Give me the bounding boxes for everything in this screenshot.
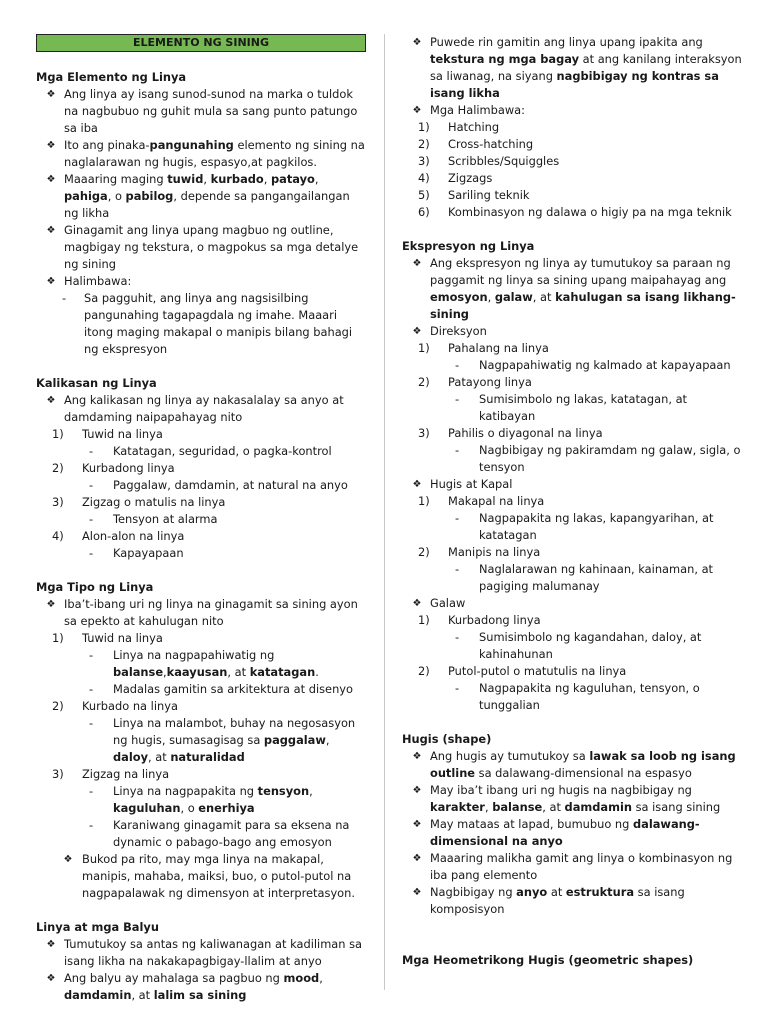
item-text xyxy=(430,748,742,782)
item-text xyxy=(82,851,366,902)
text-segment: Sumisimbolo ng lakas, katatagan, at katibayan xyxy=(479,392,688,423)
bold-text: daloy xyxy=(113,750,148,764)
bold-text: karakter xyxy=(430,800,485,814)
bullet-item xyxy=(402,102,742,119)
bold-text: naturalidad xyxy=(170,750,245,764)
numbered-item xyxy=(402,663,742,680)
item-number: 3) xyxy=(418,426,430,440)
bold-text: tensyon xyxy=(257,784,310,798)
numbered-item xyxy=(402,153,742,170)
item-text xyxy=(479,561,742,595)
bullet-item xyxy=(36,137,366,171)
item-text: Zigzag na linya xyxy=(82,767,170,781)
text-segment: at ang kanilang interaksyon sa liwanag, na siyang xyxy=(430,52,742,83)
text-segment: Karaniwang ginagamit para sa eksena na dynamic o pabago-bago ang emosyon xyxy=(113,818,350,849)
item-text xyxy=(113,511,366,528)
dash-item xyxy=(402,561,742,595)
item-text xyxy=(64,596,366,630)
item-text xyxy=(430,850,742,884)
item-text xyxy=(84,290,366,358)
item-text xyxy=(430,34,742,102)
text-segment: May iba’t ibang uri ng hugis na nagbibigay ng xyxy=(430,783,692,797)
bullet-item xyxy=(36,273,366,290)
dash-marker: - xyxy=(455,392,460,406)
dash-item xyxy=(402,510,742,544)
text-segment: , xyxy=(203,172,211,186)
dash-marker: - xyxy=(455,511,460,525)
bullet-item xyxy=(402,255,742,323)
text-segment: Nagbibigay ng pakiramdam ng galaw, sigla, o tensyon xyxy=(479,443,741,474)
text-segment: , xyxy=(484,800,493,814)
item-number: 2) xyxy=(418,545,430,559)
text-segment: Kapayapaan xyxy=(113,546,184,560)
text-segment: , xyxy=(163,665,167,679)
text-segment: Linya na nagpapahiwatig ng xyxy=(113,648,275,662)
text-segment: Ang kalikasan ng linya ay nakasalalay sa anyo at damdaming naipapahayag nito xyxy=(64,393,344,424)
dash-item xyxy=(36,477,366,494)
text-segment: Bukod pa rito, may mga linya na makapal, manipis, mahaba, maiksi, buo, o putol-putol na nagpapalawak ng dimensyon at interpretasyon. xyxy=(82,852,355,900)
dash-item xyxy=(402,357,742,374)
numbered-item xyxy=(36,630,366,647)
item-text xyxy=(113,545,366,562)
item-number: 2) xyxy=(418,664,430,678)
dash-marker: - xyxy=(455,630,460,644)
text-segment: at xyxy=(547,885,566,899)
diamond-bullet-icon: ❖ xyxy=(46,276,56,287)
spacer xyxy=(402,918,742,935)
text-segment: , xyxy=(325,733,330,747)
text-segment: Nagpapakita ng kaguluhan, tensyon, o tunggalian xyxy=(479,681,700,712)
spacer xyxy=(36,902,366,919)
bold-text: kaguluhan xyxy=(113,801,181,815)
item-text xyxy=(64,936,366,970)
item-number: 2) xyxy=(52,461,64,475)
diamond-bullet-icon: ❖ xyxy=(412,853,422,864)
dash-item xyxy=(402,391,742,425)
item-text: Tuwid na linya xyxy=(82,631,163,645)
bold-text: pangunahing xyxy=(149,138,234,152)
spacer xyxy=(36,358,366,375)
text-segment: Sumisimbolo ng kagandahan, daloy, at kahinahunan xyxy=(479,630,702,661)
item-text xyxy=(430,816,742,850)
text-segment: Puwede rin gamitin ang linya upang ipakita ang xyxy=(430,35,703,49)
text-segment: Ang hugis ay tumutukoy sa xyxy=(430,749,590,763)
dash-item xyxy=(36,511,366,528)
bold-text: paggalaw xyxy=(263,733,326,747)
text-segment: Ito ang pinaka- xyxy=(64,138,150,152)
bold-text: mood xyxy=(283,971,320,985)
text-segment: Naglalarawan ng kahinaan, kainaman, at pagiging malumanay xyxy=(479,562,714,593)
item-text: Kurbadong linya xyxy=(82,461,175,475)
dash-marker: - xyxy=(89,512,94,526)
dash-item xyxy=(36,647,366,681)
dash-marker: - xyxy=(62,291,67,305)
text-segment: , at xyxy=(227,665,250,679)
item-text xyxy=(479,391,742,425)
text-segment: Ginagamit ang linya upang magbuo ng outline, magbigay ng tekstura, o magpokus sa mga detalye ng sining xyxy=(64,223,359,271)
item-number: 1) xyxy=(52,631,64,645)
right-column xyxy=(402,34,742,969)
numbered-item xyxy=(402,204,742,221)
bullet-item xyxy=(402,782,742,816)
item-text xyxy=(64,86,366,137)
left-column xyxy=(36,34,366,1004)
dash-marker: - xyxy=(89,818,94,832)
diamond-bullet-icon: ❖ xyxy=(46,89,56,100)
diamond-bullet-icon: ❖ xyxy=(412,37,422,48)
bold-text: balanse xyxy=(492,800,543,814)
text-segment: Ang ekspresyon ng linya ay tumutukoy sa paraan ng paggamit ng linya sa sining upang maipahayag ang xyxy=(430,256,731,287)
text-segment: , xyxy=(487,290,495,304)
item-number: 2) xyxy=(418,137,430,151)
diamond-bullet-icon: ❖ xyxy=(412,887,422,898)
item-text xyxy=(479,357,742,374)
numbered-item xyxy=(402,340,742,357)
text-segment: Maaaring maging xyxy=(64,172,168,186)
bullet-item xyxy=(36,86,366,137)
bullet-item xyxy=(36,936,366,970)
dash-marker: - xyxy=(89,716,94,730)
dash-item xyxy=(36,290,366,358)
bullet-item xyxy=(36,851,366,902)
text-segment: , o xyxy=(180,801,199,815)
text-segment: Hugis at Kapal xyxy=(430,477,513,491)
item-number: 1) xyxy=(418,613,430,627)
item-text xyxy=(64,222,366,273)
diamond-bullet-icon: ❖ xyxy=(46,599,56,610)
text-segment: Mga Halimbawa: xyxy=(430,103,525,117)
bold-text: balanse xyxy=(113,665,164,679)
item-number: 5) xyxy=(418,188,430,202)
item-text xyxy=(64,137,366,171)
text-segment: , at xyxy=(532,290,556,304)
item-text: Alon-alon na linya xyxy=(82,529,185,543)
dash-item xyxy=(36,443,366,460)
bullet-item xyxy=(36,970,366,1004)
spacer xyxy=(402,221,742,238)
item-text: Tuwid na linya xyxy=(82,427,163,441)
item-text xyxy=(64,970,366,1004)
bullet-item xyxy=(402,816,742,850)
text-segment: , xyxy=(309,784,313,798)
item-number: 3) xyxy=(52,767,64,781)
diamond-bullet-icon: ❖ xyxy=(46,939,56,950)
numbered-item xyxy=(402,136,742,153)
section-heading: Ekspresyon ng Linya xyxy=(402,239,535,253)
item-text xyxy=(113,715,366,766)
dash-marker: - xyxy=(89,444,94,458)
dash-item xyxy=(36,783,366,817)
numbered-item xyxy=(36,426,366,443)
item-text: Hatching xyxy=(448,120,500,134)
numbered-item xyxy=(402,170,742,187)
item-text: Zigzag o matulis na linya xyxy=(82,495,226,509)
text-segment: Iba’t-ibang uri ng linya na ginagamit sa sining ayon sa epekto at kahulugan nito xyxy=(64,597,358,628)
dash-marker: - xyxy=(455,681,460,695)
item-text xyxy=(113,681,366,698)
numbered-item xyxy=(36,460,366,477)
spacer xyxy=(402,935,742,952)
item-text: Sariling teknik xyxy=(448,188,530,202)
dash-item xyxy=(36,545,366,562)
item-text: Zigzags xyxy=(448,171,493,185)
numbered-item xyxy=(402,119,742,136)
bold-text: pabilog xyxy=(125,189,174,203)
numbered-item xyxy=(36,766,366,783)
section-heading: Kalikasan ng Linya xyxy=(36,376,157,390)
dash-item xyxy=(36,715,366,766)
numbered-item xyxy=(402,374,742,391)
diamond-bullet-icon: ❖ xyxy=(46,174,56,185)
item-text xyxy=(430,782,742,816)
bold-text: kaayusan xyxy=(166,665,228,679)
bold-text: tekstura ng mga bagay xyxy=(430,52,580,66)
bullet-item xyxy=(402,748,742,782)
item-text xyxy=(479,442,742,476)
item-text: Kurbado na linya xyxy=(82,699,178,713)
numbered-item xyxy=(36,494,366,511)
section-heading: Linya at mga Balyu xyxy=(36,920,159,934)
dash-item xyxy=(402,680,742,714)
text-segment: Ang linya ay isang sunod-sunod na marka o tuldok na nagbubuo ng guhit mula sa sang punto patungo sa iba xyxy=(64,87,358,135)
bullet-item xyxy=(402,884,742,918)
diamond-bullet-icon: ❖ xyxy=(412,258,422,269)
section-heading: Mga Heometrikong Hugis (geometric shapes) xyxy=(402,953,694,967)
item-text xyxy=(64,392,366,426)
bullet-item xyxy=(402,595,742,612)
section-heading: Mga Elemento ng Linya xyxy=(36,70,187,84)
text-segment: Linya na nagpapakita ng xyxy=(113,784,258,798)
dash-marker: - xyxy=(89,648,94,662)
bold-text: anyo xyxy=(516,885,548,899)
item-text xyxy=(479,629,742,663)
bullet-item xyxy=(36,596,366,630)
diamond-bullet-icon: ❖ xyxy=(412,598,422,609)
bold-text: dalawang-dimensional na anyo xyxy=(430,817,700,848)
item-text xyxy=(430,476,742,493)
item-text: Patayong linya xyxy=(448,375,532,389)
dash-marker: - xyxy=(89,784,94,798)
item-text xyxy=(113,477,366,494)
numbered-item xyxy=(36,698,366,715)
bold-text: galaw xyxy=(494,290,533,304)
text-segment: Ang balyu ay mahalaga sa pagbuo ng xyxy=(64,971,284,985)
text-segment: Halimbawa: xyxy=(64,274,132,288)
text-segment: May mataas at lapad, bumubuo ng xyxy=(430,817,633,831)
diamond-bullet-icon: ❖ xyxy=(46,225,56,236)
item-text xyxy=(430,884,742,918)
item-text xyxy=(113,783,366,817)
text-segment: , xyxy=(314,172,319,186)
text-segment: . xyxy=(315,665,319,679)
item-number: 1) xyxy=(418,120,430,134)
bullet-item xyxy=(402,850,742,884)
diamond-bullet-icon: ❖ xyxy=(412,479,422,490)
item-number: 4) xyxy=(418,171,430,185)
bold-text: emosyon xyxy=(430,290,488,304)
bold-text: enerhiya xyxy=(198,801,255,815)
item-text: Pahilis o diyagonal na linya xyxy=(448,426,603,440)
diamond-bullet-icon: ❖ xyxy=(46,140,56,151)
text-segment: Katatagan, seguridad, o pagka-kontrol xyxy=(113,444,332,458)
item-number: 1) xyxy=(418,494,430,508)
item-number: 4) xyxy=(52,529,64,543)
text-segment: Nagpapahiwatig ng kalmado at kapayapaan xyxy=(479,358,731,372)
text-segment: , o xyxy=(107,189,126,203)
spacer xyxy=(36,562,366,579)
dash-marker: - xyxy=(455,562,460,576)
bold-text: damdamin xyxy=(64,988,132,1002)
text-segment: Tensyon at alarma xyxy=(113,512,218,526)
item-text xyxy=(64,171,366,222)
item-text: Pahalang na linya xyxy=(448,341,549,355)
item-number: 1) xyxy=(418,341,430,355)
item-text xyxy=(479,510,742,544)
document-title: ELEMENTO NG SINING xyxy=(36,34,366,52)
item-text xyxy=(479,680,742,714)
bold-text: tuwid xyxy=(167,172,204,186)
numbered-item xyxy=(402,612,742,629)
bullet-item xyxy=(402,323,742,340)
text-segment: sa isang komposisyon xyxy=(430,885,685,916)
bold-text: lawak sa loob ng isang outline xyxy=(430,749,736,780)
dash-item xyxy=(36,817,366,851)
diamond-bullet-icon: ❖ xyxy=(46,973,56,984)
bullet-item xyxy=(402,34,742,102)
diamond-bullet-icon: ❖ xyxy=(412,819,422,830)
text-segment: Galaw xyxy=(430,596,466,610)
text-segment: Linya na malambot, buhay na negosasyon ng hugis, sumasagisag sa xyxy=(113,716,356,747)
item-text xyxy=(430,255,742,323)
bullet-item xyxy=(36,171,366,222)
text-segment: Maaaring malikha gamit ang linya o kombinasyon ng iba pang elemento xyxy=(430,851,733,882)
diamond-bullet-icon: ❖ xyxy=(412,326,422,337)
text-segment: Nagpapakita ng lakas, kapangyarihan, at katatagan xyxy=(479,511,714,542)
bold-text: katatagan xyxy=(249,665,316,679)
dash-item xyxy=(402,629,742,663)
diamond-bullet-icon: ❖ xyxy=(63,854,73,865)
item-text xyxy=(113,443,366,460)
numbered-item xyxy=(402,187,742,204)
item-text: Manipis na linya xyxy=(448,545,541,559)
bold-text: kurbado xyxy=(210,172,264,186)
item-text xyxy=(430,102,742,119)
text-segment: Madalas gamitin sa arkitektura at disenyo xyxy=(113,682,353,696)
section-heading: Mga Tipo ng Linya xyxy=(36,580,154,594)
diamond-bullet-icon: ❖ xyxy=(412,105,422,116)
dash-marker: - xyxy=(89,682,94,696)
text-segment: Direksyon xyxy=(430,324,487,338)
dash-marker: - xyxy=(89,546,94,560)
section-heading: Hugis (shape) xyxy=(402,732,492,746)
bold-text: patayo xyxy=(271,172,315,186)
numbered-item xyxy=(402,544,742,561)
text-segment: Paggalaw, damdamin, at natural na anyo xyxy=(113,478,348,492)
dash-item xyxy=(36,681,366,698)
dash-marker: - xyxy=(89,478,94,492)
text-segment: sa dalawang-dimensional na espasyo xyxy=(475,766,692,780)
item-number: 1) xyxy=(52,427,64,441)
item-text: Kurbadong linya xyxy=(448,613,541,627)
item-number: 2) xyxy=(418,375,430,389)
item-number: 6) xyxy=(418,205,430,219)
diamond-bullet-icon: ❖ xyxy=(412,785,422,796)
text-segment: sa isang sining xyxy=(631,800,721,814)
bold-text: kahulugan sa isang likhang-sining xyxy=(430,290,736,321)
bullet-item xyxy=(36,392,366,426)
text-segment: , at xyxy=(542,800,565,814)
spacer xyxy=(402,714,742,731)
column-divider xyxy=(384,34,385,990)
item-text xyxy=(430,323,742,340)
bold-text: pahiga xyxy=(64,189,108,203)
text-segment: Sa pagguhit, ang linya ang nagsisilbing pangunahing tagapagdala ng imahe. Maaari itong maging makapal o manipis bilang bahagi ng ekspresyon xyxy=(84,291,353,356)
item-text: Putol-putol o matutulis na linya xyxy=(448,664,627,678)
item-text: Scribbles/Squiggles xyxy=(448,154,560,168)
text-segment: elemento ng sining na naglalarawan ng hugis, espasyo,at pagkilos. xyxy=(64,138,365,169)
numbered-item xyxy=(402,493,742,510)
bullet-item xyxy=(36,222,366,273)
item-text xyxy=(113,817,366,851)
text-segment: , xyxy=(319,971,323,985)
numbered-item xyxy=(402,425,742,442)
dash-marker: - xyxy=(455,443,460,457)
item-text xyxy=(64,273,366,290)
dash-item xyxy=(402,442,742,476)
diamond-bullet-icon: ❖ xyxy=(412,751,422,762)
text-segment: , xyxy=(263,172,271,186)
item-text: Kombinasyon ng dalawa o higiy pa na mga teknik xyxy=(448,205,732,219)
item-number: 3) xyxy=(418,154,430,168)
text-segment: , at xyxy=(148,750,171,764)
item-text xyxy=(430,595,742,612)
bold-text: damdamin xyxy=(564,800,632,814)
bold-text: lalim sa sining xyxy=(153,988,247,1002)
diamond-bullet-icon: ❖ xyxy=(46,395,56,406)
text-segment: , at xyxy=(131,988,154,1002)
bold-text: estruktura xyxy=(565,885,635,899)
text-segment: Tumutukoy sa antas ng kaliwanagan at kadiliman sa isang likha na nakakapagbigay-llalim at anyo xyxy=(64,937,363,968)
bullet-item xyxy=(402,476,742,493)
bold-text: nagbibigay ng kontras sa isang likha xyxy=(430,69,719,100)
numbered-item xyxy=(36,528,366,545)
item-number: 2) xyxy=(52,699,64,713)
item-text: Cross-hatching xyxy=(448,137,534,151)
item-number: 3) xyxy=(52,495,64,509)
text-segment: , depende sa pangangailangan ng likha xyxy=(64,189,350,220)
item-text xyxy=(113,647,366,681)
item-text: Makapal na linya xyxy=(448,494,545,508)
dash-marker: - xyxy=(455,358,460,372)
text-segment: Nagbibigay ng xyxy=(430,885,517,899)
